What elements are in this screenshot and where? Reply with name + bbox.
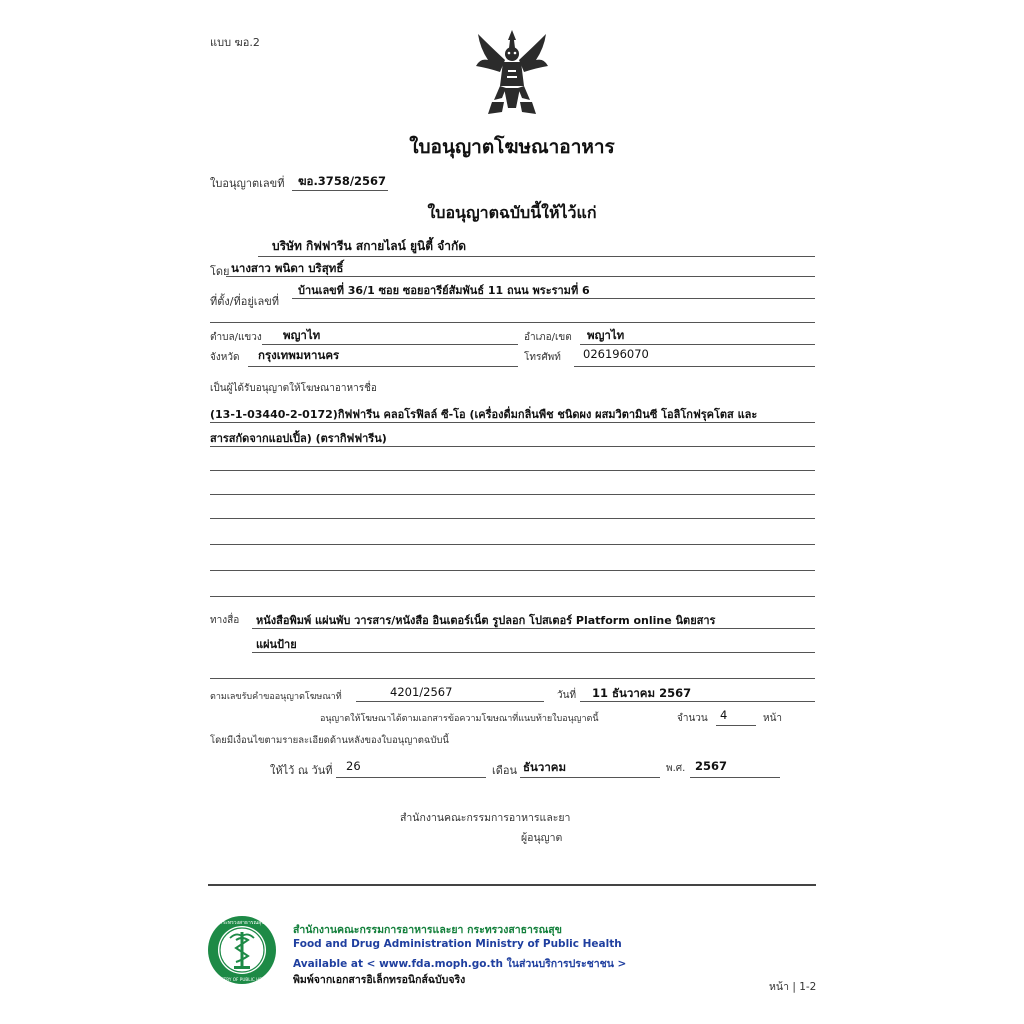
footer-line-4: พิมพ์จากเอกสารอิเล็กทรอนิกส์ฉบับจริง xyxy=(293,974,466,986)
blank-line xyxy=(210,678,815,679)
phone-underline xyxy=(574,366,815,367)
district-value: พญาไท xyxy=(587,328,625,342)
district-label: อำเภอ/เขต xyxy=(524,332,572,343)
request-date-underline xyxy=(580,701,815,702)
blank-line xyxy=(210,570,815,571)
blank-line xyxy=(210,596,815,597)
media-line-2: แผ่นป้าย xyxy=(256,638,297,651)
svg-text:กระทรวงสาธารณสุข: กระทรวงสาธารณสุข xyxy=(219,920,265,926)
province-underline xyxy=(248,366,518,367)
media-label: ทางสื่อ xyxy=(210,615,240,626)
subdistrict-value: พญาไท xyxy=(283,328,321,342)
media-underline-1 xyxy=(252,628,815,629)
media-line-1: หนังสือพิมพ์ แผ่นพับ วารสาร/หนังสือ อินเตอร์เน็ต รูปลอก โปสเตอร์ Platform online นิตยสาร xyxy=(256,614,716,627)
request-label: ตามเลขรับคำขออนุญาตโฆษณาที่ xyxy=(210,692,342,702)
given-label: ให้ไว้ ณ วันที่ xyxy=(270,764,333,777)
given-day-underline xyxy=(336,777,486,778)
by-underline xyxy=(226,276,815,277)
footer-line-2: Food and Drug Administration Ministry of Public Health xyxy=(293,938,622,950)
subdistrict-underline xyxy=(262,344,518,345)
page-number: หน้า | 1-2 xyxy=(769,981,817,993)
province-label: จังหวัด xyxy=(210,352,240,363)
company-name: บริษัท กิฟฟารีน สกายไลน์ ยูนิตี้ จำกัด xyxy=(272,239,467,253)
blank-line xyxy=(210,518,815,519)
address-underline-2 xyxy=(210,322,815,323)
footer-divider xyxy=(208,884,816,886)
blank-line xyxy=(210,544,815,545)
given-day-value: 26 xyxy=(346,759,361,773)
province-value: กรุงเทพมหานคร xyxy=(258,348,340,362)
pages-value: 4 xyxy=(720,708,728,722)
issued-to-heading: ใบอนุญาตฉบับนี้ให้ไว้แก่ xyxy=(427,203,597,222)
pages-unit: หน้า xyxy=(763,713,783,724)
product-label: เป็นผู้ได้รับอนุญาตให้โฆษณาอาหารชื่อ xyxy=(210,383,377,394)
request-no-underline xyxy=(356,701,544,702)
given-month-label: เดือน xyxy=(492,764,518,777)
address-underline xyxy=(292,298,815,299)
ministry-seal-icon xyxy=(206,914,278,986)
request-date-value: 11 ธันวาคม 2567 xyxy=(592,686,692,700)
pages-label: จำนวน xyxy=(677,713,708,724)
signatory-role: ผู้อนุญาต xyxy=(521,832,563,844)
product-line-2: สารสกัดจากแอปเปิ้ล) (ตรากิฟฟารีน) xyxy=(210,432,387,445)
permission-text: อนุญาตให้โฆษณาได้ตามเอกสารข้อความโฆษณาที่แนบท้ายใบอนุญาตนี้ xyxy=(320,714,599,724)
phone-value: 026196070 xyxy=(583,347,649,361)
product-underline-2 xyxy=(210,446,815,447)
by-value: นางสาว พนิดา บริสุทธิ์ xyxy=(231,261,344,275)
garuda-emblem-icon xyxy=(470,26,554,118)
blank-line xyxy=(210,494,815,495)
license-no-underline xyxy=(292,190,388,191)
document-title: ใบอนุญาตโฆษณาอาหาร xyxy=(409,136,615,158)
given-year-value: 2567 xyxy=(695,759,728,773)
condition-text: โดยมีเงื่อนไขตามรายละเอียดด้านหลังของใบอนุญาตฉบับนี้ xyxy=(210,735,449,746)
request-no-value: 4201/2567 xyxy=(390,685,453,699)
license-no-label: ใบอนุญาตเลขที่ xyxy=(210,177,285,190)
svg-text:MINISTRY OF PUBLIC HEALTH: MINISTRY OF PUBLIC HEALTH xyxy=(211,977,273,982)
company-underline xyxy=(258,256,815,257)
signatory-org: สำนักงานคณะกรรมการอาหารและยา xyxy=(400,812,571,824)
given-month-underline xyxy=(520,777,660,778)
pages-underline xyxy=(716,725,756,726)
given-year-label: พ.ศ. xyxy=(666,763,686,774)
address-label: ที่ตั้ง/ที่อยู่เลขที่ xyxy=(210,295,280,308)
phone-label: โทรศัพท์ xyxy=(524,352,561,363)
subdistrict-label: ตำบล/แขวง xyxy=(210,332,262,343)
district-underline xyxy=(580,344,815,345)
product-line-1: (13-1-03440-2-0172)กิฟฟารีน คลอโรฟิลล์ ซี-โอ (เครื่องดื่มกลิ่นพืช ชนิดผง ผสมวิตามินซี โอลิโกฟรุคโตส และ xyxy=(210,408,758,421)
given-year-underline xyxy=(690,777,780,778)
request-date-label: วันที่ xyxy=(557,690,577,701)
by-label: โดย xyxy=(210,265,230,278)
blank-line xyxy=(210,470,815,471)
given-month-value: ธันวาคม xyxy=(523,760,567,774)
license-no-value: ฆอ.3758/2567 xyxy=(298,174,387,188)
footer-line-3[interactable]: Available at < www.fda.moph.go.th ในส่วนบริการประชาชน > xyxy=(293,958,627,970)
media-underline-2 xyxy=(252,652,815,653)
form-code: แบบ ฆอ.2 xyxy=(210,36,260,49)
footer-line-1: สำนักงานคณะกรรมการอาหารและยา กระทรวงสาธารณสุข xyxy=(293,924,562,936)
product-underline-1 xyxy=(210,422,815,423)
address-value: บ้านเลขที่ 36/1 ซอย ซอยอารีย์สัมพันธ์ 11 ถนน พระรามที่ 6 xyxy=(298,284,590,297)
